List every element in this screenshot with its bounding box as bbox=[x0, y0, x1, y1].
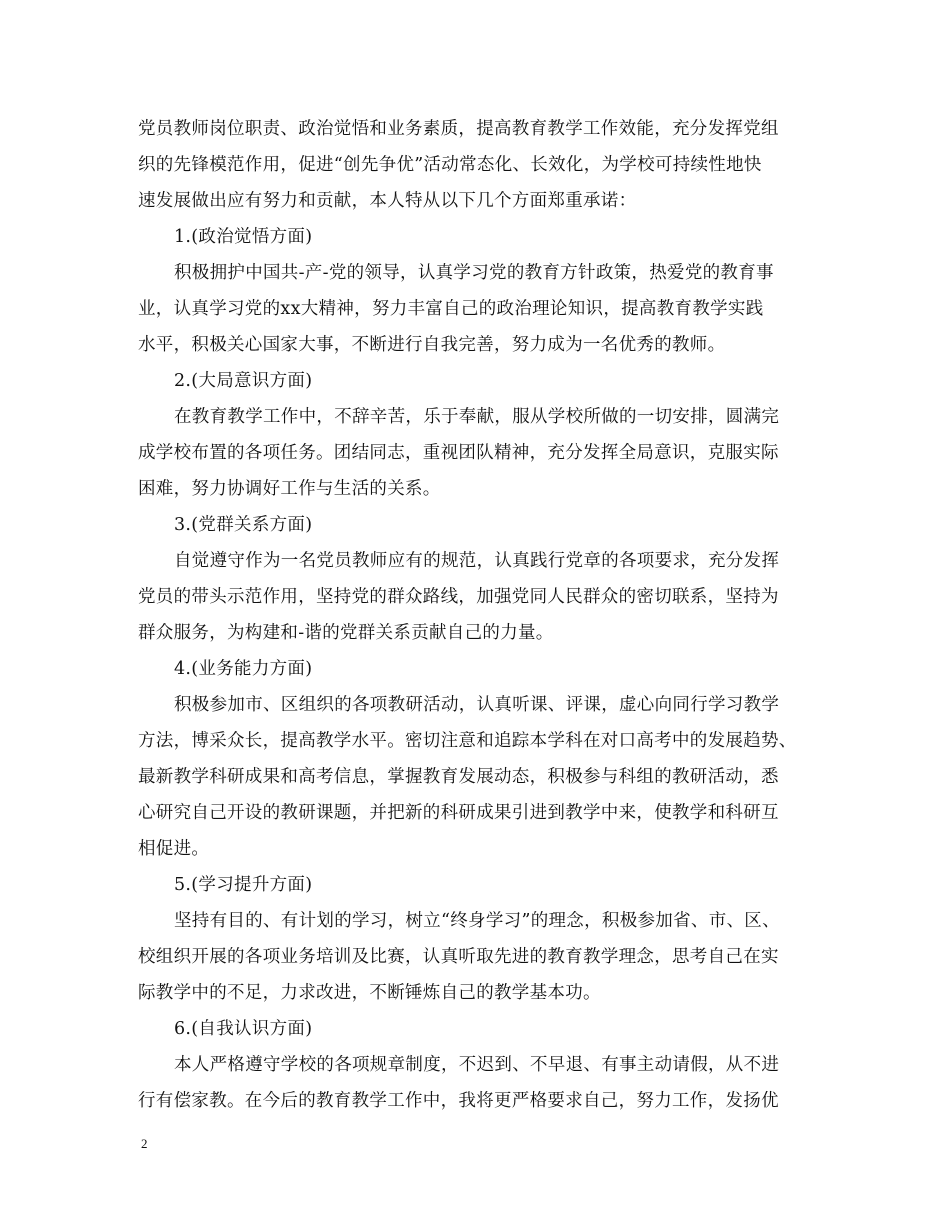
paragraph-line: 在教育教学工作中，不辞辛苦，乐于奉献，服从学校所做的一切安排，圆满完 bbox=[174, 407, 780, 427]
paragraph-line: 自觉遵守作为一名党员教师应有的规范，认真践行党章的各项要求，充分发挥 bbox=[174, 551, 780, 571]
paragraph-line: 速发展做出应有努力和贡献，本人特从以下几个方面郑重承诺： bbox=[138, 191, 637, 211]
paragraph-line: 成学校布置的各项任务。团结同志，重视团队精神，充分发挥全局意识，克服实际 bbox=[138, 443, 779, 463]
paragraph-line: 党员的带头示范作用，坚持党的群众路线，加强党同人民群众的密切联系，坚持为 bbox=[138, 587, 779, 607]
paragraph-line: 积极拥护中国共-产-党的领导，认真学习党的教育方针政策，热爱党的教育事 bbox=[174, 263, 774, 283]
paragraph-line: 群众服务，为构建和-谐的党群关系贡献自己的力量。 bbox=[138, 623, 554, 643]
paragraph-line: 织的先锋模范作用，促进“创先争优”活动常态化、长效化，为学校可持续性地快 bbox=[138, 155, 762, 175]
section-heading: 2.(大局意识方面) bbox=[174, 371, 313, 391]
paragraph-line: 行有偿家教。在今后的教育教学工作中，我将更严格要求自己，努力工作，发扬优 bbox=[138, 1091, 779, 1111]
paragraph-line: 水平，积极关心国家大事，不断进行自我完善，努力成为一名优秀的教师。 bbox=[138, 335, 726, 355]
paragraph-line: 困难，努力协调好工作与生活的关系。 bbox=[138, 479, 441, 499]
paragraph-line: 积极参加市、区组织的各项教研活动，认真听课、评课，虚心向同行学习教学 bbox=[174, 695, 780, 715]
paragraph-line: 心研究自己开设的教研课题，并把新的科研成果引进到教学中来，使教学和科研互 bbox=[138, 803, 779, 823]
paragraph-line: 坚持有目的、有计划的学习，树立“终身学习”的理念，积极参加省、市、区、 bbox=[174, 911, 780, 931]
paragraph-line: 最新教学科研成果和高考信息，掌握教育发展动态，积极参与科组的教研活动，悉 bbox=[138, 767, 779, 787]
paragraph-line: 本人严格遵守学校的各项规章制度，不迟到、不早退、有事主动请假，从不进 bbox=[174, 1055, 780, 1075]
paragraph-line: 方法，博采众长，提高教学水平。密切注意和追踪本学科在对口高考中的发展趋势、 bbox=[138, 731, 797, 751]
section-heading: 3.(党群关系方面) bbox=[174, 515, 313, 535]
paragraph-line: 党员教师岗位职责、政治觉悟和业务素质，提高教育教学工作效能，充分发挥党组 bbox=[138, 119, 779, 139]
document-body bbox=[138, 111, 818, 1119]
section-heading: 5.(学习提升方面) bbox=[174, 875, 313, 895]
page-number: 2 bbox=[141, 1136, 148, 1151]
paragraph-line: 业，认真学习党的xx大精神，努力丰富自己的政治理论知识，提高教育教学实践 bbox=[138, 299, 764, 319]
section-heading: 4.(业务能力方面) bbox=[174, 659, 313, 679]
paragraph-line: 际教学中的不足，力求改进，不断锤炼自己的教学基本功。 bbox=[138, 983, 601, 1003]
section-heading: 6.(自我认识方面) bbox=[174, 1019, 313, 1039]
paragraph-line: 相促进。 bbox=[138, 839, 210, 859]
section-heading: 1.(政治觉悟方面) bbox=[174, 227, 313, 247]
paragraph-line: 校组织开展的各项业务培训及比赛，认真听取先进的教育教学理念，思考自己在实 bbox=[138, 947, 779, 967]
